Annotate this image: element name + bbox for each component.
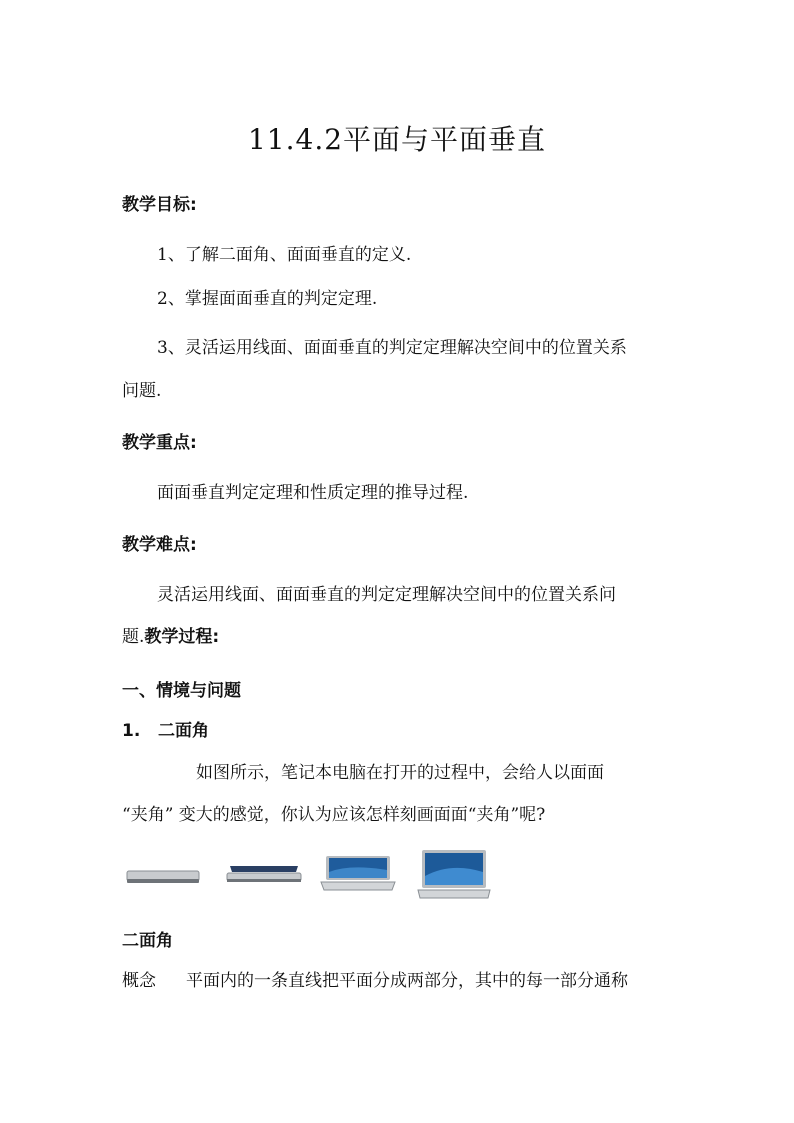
dihedral-concept-text: 平面内的一条直线把平面分成两部分，其中的每一部分通称 bbox=[186, 971, 628, 991]
laptop-open-icon bbox=[416, 848, 492, 902]
objective-item-1: 1、了解二面角、面面垂直的定义. bbox=[157, 245, 412, 265]
objective-item-2: 2、掌握面面垂直的判定定理. bbox=[157, 289, 378, 309]
section1-sub-heading: 1. 二面角 bbox=[122, 721, 210, 741]
laptop-half-open-icon bbox=[320, 854, 396, 894]
difficulties-heading: 教学难点: bbox=[122, 535, 197, 555]
objective-item-3: 3、灵活运用线面、面面垂直的判定定理解决空间中的位置关系 bbox=[157, 338, 627, 358]
section1-para-line2: “夹角” 变大的感觉，你认为应该怎样刻画面面“夹角”呢? bbox=[122, 805, 546, 825]
laptop-figure bbox=[122, 848, 502, 908]
process-heading: 教学过程: bbox=[144, 627, 220, 647]
objective-item-3-continued: 问题. bbox=[122, 381, 162, 401]
dihedral-heading: 二面角 bbox=[122, 931, 173, 951]
key-points-heading: 教学重点: bbox=[122, 433, 197, 453]
dihedral-concept-line bbox=[122, 966, 628, 991]
objectives-heading: 教学目标: bbox=[122, 195, 197, 215]
section1-para-line1: 如图所示，笔记本电脑在打开的过程中，会给人以面面 bbox=[196, 763, 604, 783]
page-title: 11.4.2平面与平面垂直 bbox=[247, 123, 547, 156]
dihedral-concept-label: 概念 bbox=[122, 971, 156, 991]
laptop-slightly-open-icon bbox=[226, 864, 302, 886]
difficulties-text-line1: 灵活运用线面、面面垂直的判定定理解决空间中的位置关系问 bbox=[157, 585, 616, 605]
section1-heading: 一、情境与问题 bbox=[122, 681, 241, 701]
laptop-closed-icon bbox=[126, 868, 200, 886]
difficulties-text-line2-content: 题. bbox=[122, 627, 145, 647]
key-points-text: 面面垂直判定定理和性质定理的推导过程. bbox=[157, 483, 469, 503]
difficulties-text-line2 bbox=[122, 622, 219, 647]
